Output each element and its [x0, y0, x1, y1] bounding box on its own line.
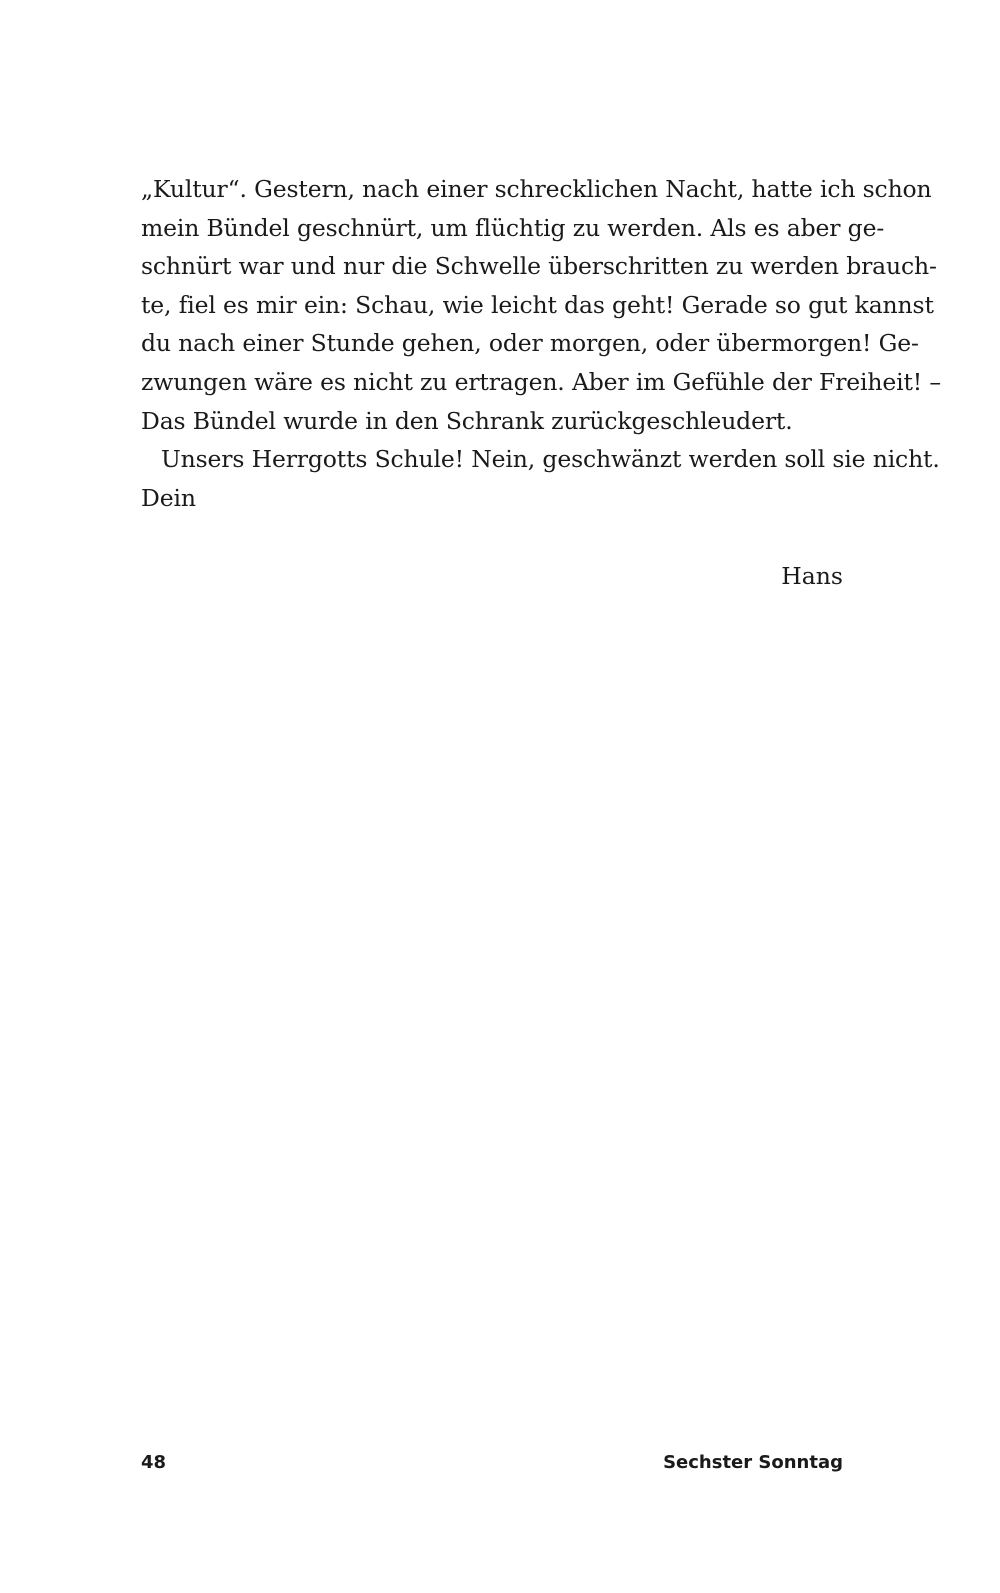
text-line-6: zwungen wäre es nicht zu ertragen. Aber im Gefühle der Freiheit! – — [141, 367, 942, 396]
signature: Hans — [781, 562, 843, 590]
text-line-1: „Kultur“. Gestern, nach einer schrecklichen Nacht, hatte ich schon — [141, 175, 932, 203]
text-line-9: Dein — [141, 483, 196, 512]
text-line-8: Unsers Herrgotts Schule! Nein, geschwänzt werden soll sie nicht. — [161, 445, 940, 474]
text-line-5: du nach einer Stunde gehen, oder morgen, oder übermorgen! Ge- — [141, 329, 919, 358]
text-line-7: Das Bündel wurde in den Schrank zurückgeschleudert. — [141, 406, 793, 435]
text-line-2: mein Bündel geschnürt, um flüchtig zu werden. Als es aber ge- — [141, 213, 885, 242]
body-text — [141, 170, 942, 517]
page-number: 48 — [141, 1452, 167, 1473]
text-line-4: te, fiel es mir ein: Schau, wie leicht das geht! Gerade so gut kannst — [141, 290, 934, 319]
text-line-3: schnürt war und nur die Schwelle überschritten zu werden brauch- — [141, 252, 937, 281]
running-head: Sechster Sonntag — [663, 1452, 843, 1473]
